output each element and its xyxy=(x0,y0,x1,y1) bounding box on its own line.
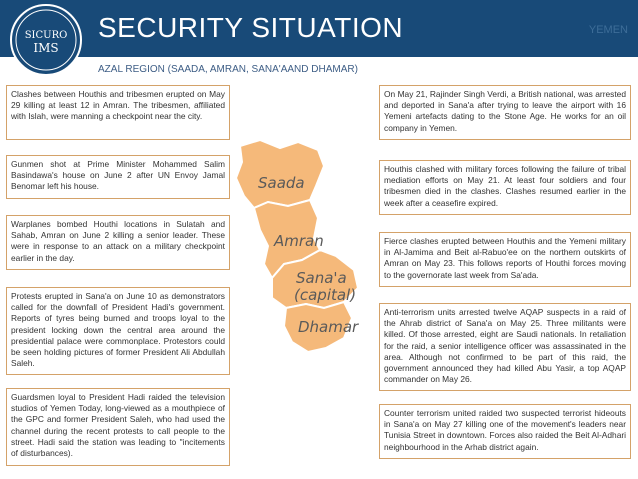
event-box-left-1: Clashes between Houthis and tribesmen erupted on May 29 killing at least 12 in Amran. The tribesmen, affiliated with Islah, were manning a checkpoint near the city. xyxy=(6,85,230,140)
map-label-saada: Saada xyxy=(258,174,305,192)
logo-text-bottom: IMS xyxy=(33,41,59,55)
map-label-amran: Amran xyxy=(274,232,324,250)
page-title: SECURITY SITUATION xyxy=(98,12,404,43)
map-label-sanaa-capital: (capital) xyxy=(294,286,357,304)
event-box-right-4: Anti-terrorism units arrested twelve AQAP suspects in a raid of the Ahrab district of Sana'a on May 25. Three militants were killed. Of those arrested, eight are Saudi nationals. In retaliation for the raid, a senior intelligence officer was assassinated in the area. Although not confirmed to be part of this raid, the government announced they had killed Abu Yasir, a top AQAP commander on May 26. xyxy=(379,303,631,391)
event-box-left-4: Protests erupted in Sana'a on June 10 as demonstrators called for the downfall of President Hadi's government. Reports of tyres being burned and troops loyal to the president locking down the central area around the presidential palace were commonplace. Protestors could be seen holding pictures of former President Ali Abdullah Saleh. xyxy=(6,287,230,375)
map-label-dhamar: Dhamar xyxy=(298,318,359,336)
event-box-right-1: On May 21, Rajinder Singh Verdi, a British national, was arrested and deported in Sana'a after trying to leave the airport with 16 Yemeni artefacts dating to the Stone Age. He works for an oil company in Yemen. xyxy=(379,85,631,140)
logo-text-top: SICURO xyxy=(24,30,68,41)
header-bar xyxy=(0,0,638,57)
event-box-left-2: Gunmen shot at Prime Minister Mohammed Salim Basindawa's house on June 2 after UN Envoy Jamal Benomar left his house. xyxy=(6,155,230,199)
sicuro-logo xyxy=(8,2,84,78)
event-box-left-3: Warplanes bombed Houthi locations in Sulatah and Sahab, Amran on June 2 killing a senior leader. These were in response to an attack on a military checkpoint earlier in the day. xyxy=(6,215,230,270)
azal-region-map xyxy=(228,138,378,378)
event-box-right-2: Houthis clashed with military forces following the failure of tribal mediation efforts on May 21. At least four soldiers and four tribesmen died in the clashes. Clashes resumed earlier in the week after a ceasefire expired. xyxy=(379,160,631,215)
event-box-left-5: Guardsmen loyal to President Hadi raided the television studios of Yemen Today, long-viewed as a mouthpiece of the GPC and former President Saleh, who had used the channel during the recent protests to call people to the street. Hadi said the station was leading to "incitements of disturbances). xyxy=(6,388,230,466)
event-box-right-5: Counter terrorism united raided two suspected terrorist hideouts in Sana'a on May 27 killing one of the movement's leaders near Tunisia Street in downtown. Forces also raided the Beit Al-Adhari neighbourhood in the Arhab district again. xyxy=(379,404,631,459)
region-tag: YEMEN xyxy=(588,24,628,36)
region-subtitle: AZAL REGION (SAADA, AMRAN, SANA'AAND DHAMAR) xyxy=(98,64,358,75)
map-label-sanaa: Sana'a xyxy=(296,269,347,287)
event-box-right-3: Fierce clashes erupted between Houthis and the Yemeni military in Al-Jamima and Beit al-Rabuo'ee on the northern outskirts of Amran on May 23. This follows reports of Houthi forces moving to the governorate last week from Sa'ada. xyxy=(379,232,631,287)
